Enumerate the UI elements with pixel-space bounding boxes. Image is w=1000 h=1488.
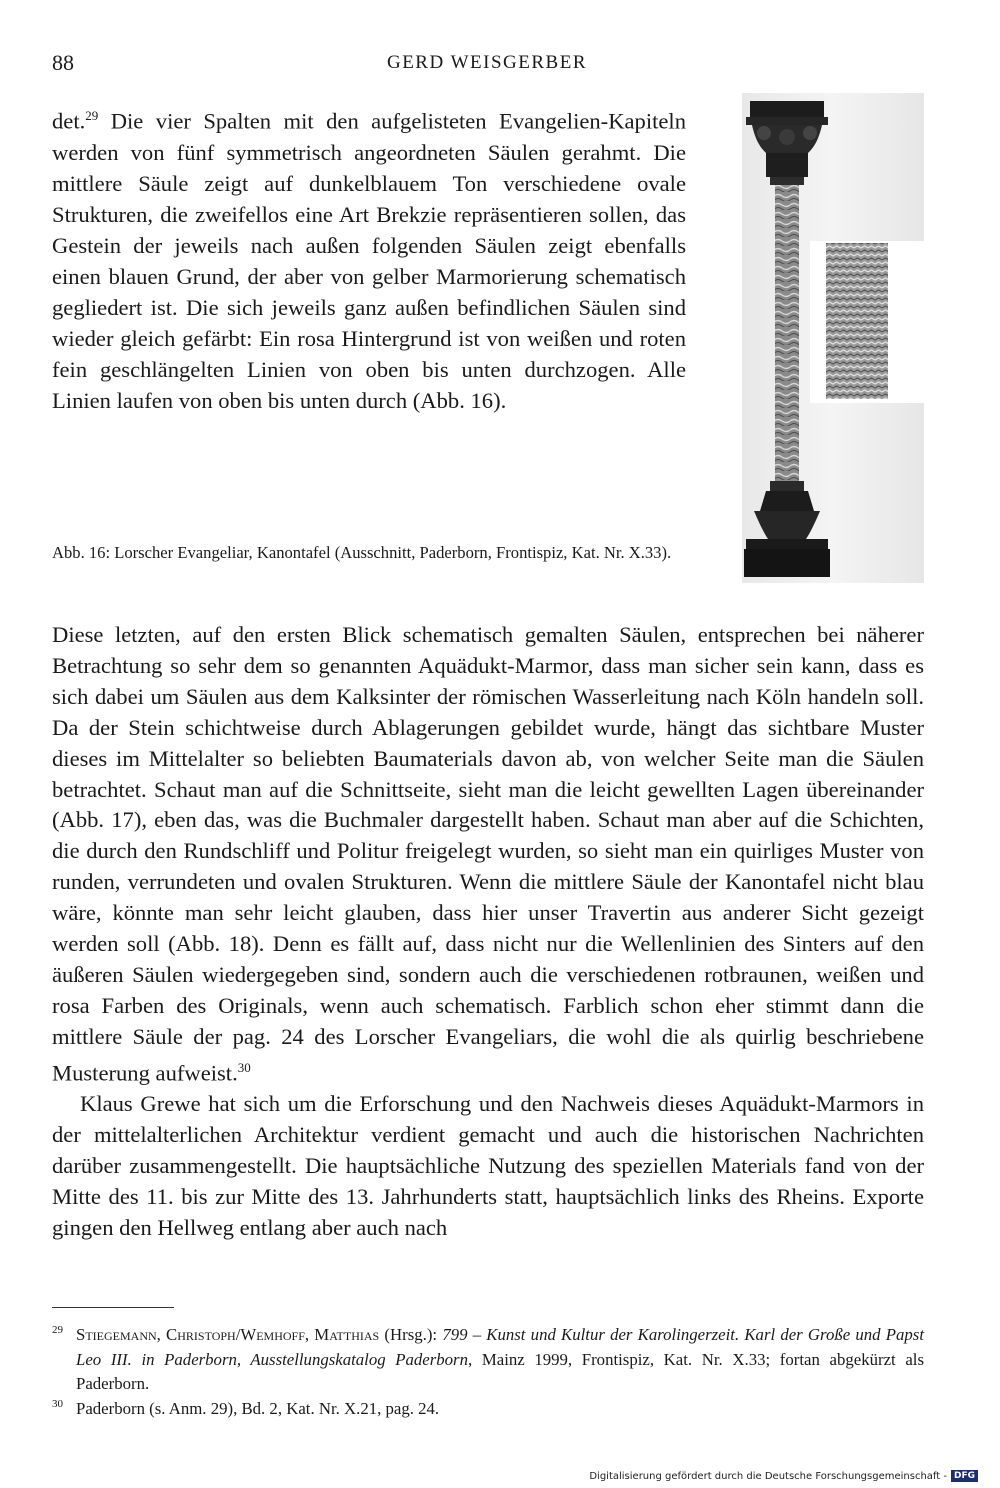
footnote-authors: Stiegemann, Christoph/Wemhoff, Matthias: [76, 1325, 380, 1344]
footnote-rest: , Mainz 1999, Frontispiz, Kat. Nr. X.33; fortan abgekürzt als Paderborn.: [76, 1349, 924, 1393]
footnote-30: [52, 1397, 924, 1422]
dfg-logo: DFG: [951, 1470, 978, 1482]
column-paragraph-start: det.: [52, 108, 86, 134]
footnote-title: 799 – Kunst und Kultur der Karolingerzeit. Karl der Große und Papst Leo III. in Paderborn, Ausstellungskatalog Paderborn: [76, 1325, 924, 1369]
footnote-text: Paderborn (s. Anm. 29), Bd. 2, Kat. Nr. X.21, pag. 24.: [76, 1398, 440, 1418]
footnote-29: [52, 1323, 924, 1397]
footnote-editor-note: (Hrsg.):: [379, 1325, 443, 1344]
page-number: 88: [52, 50, 74, 75]
digitization-credit-text: Digitalisierung gefördert durch die Deutsche Forschungsgemeinschaft -: [589, 1470, 947, 1482]
running-head: GERD WEISGERBER: [386, 52, 587, 73]
body-paragraph-1-text: Diese letzten, auf den ersten Blick schematisch gemalten Säulen, entsprechen bei näherer Betrachtung so sehr dem so genannten Aquädukt-Marmor, dass man sicher sein kann, dass es sich dabei um Säulen aus dem Kalksinter der römischen Wasserleitung nach Köln handeln soll. Da der Stein schichtweise durch Ablagerungen gebildet wurde, hängt das sichtbare Muster dieses im Mittelalter so beliebten Baumaterials davon ab, von welcher Seite man die Säulen betrachtet. Schaut man auf die Schnittseite, sieht man die leicht gewellten Lagen übereinander (Abb. 17), eben das, was die Buchmaler dargestellt haben. Schaut man aber auf die Schichten, die durch den Rundschliff und Politur freigelegt wurden, so sieht man ein quirliges Muster von runden, verrundeten und ovalen Strukturen. Wenn die mittlere Säule der Kanontafel nicht blau wäre, könnte man sehr leicht glauben, dass hier unser Travertin aus anderer Sicht gezeigt werden soll (Abb. 18). Denn es fällt auf, dass nicht nur die Wellenlinien des Sinters auf den äußeren Säulen wiedergegeben sind, sondern auch die verschiedenen rotbraunen, weißen und rosa Farben des Originals, wenn auch schematisch. Farblich schon eher stimmt dann die mittlere Säule der pag. 24 des Lorscher Evangeliars, die wohl die als quirlig beschriebene Musterung aufweist.: [52, 622, 924, 1086]
footnotes: [52, 1323, 924, 1421]
figure-column-image: [742, 93, 924, 583]
digitization-credit: [589, 1470, 978, 1482]
column-detail-swatch: [826, 243, 888, 399]
column-shaft: [775, 185, 799, 481]
footnote-number: 30: [52, 1397, 63, 1410]
footnote-separator: [52, 1307, 174, 1308]
body-text: [52, 620, 924, 1244]
body-paragraph-2: Klaus Grewe hat sich um die Erforschung und den Nachweis dieses Aquädukt-Marmors in der mittelalterlichen Architektur verdient gemacht und auch die historischen Nachrichten darüber zusammengestellt. Die hauptsächliche Nutzung des speziellen Materials fand von der Mitte des 11. bis zur Mitte des 13. Jahrhunderts statt, hauptsächlich links des Rheins. Exporte gingen den Hellweg entlang aber auch nach: [52, 1091, 924, 1240]
column-paragraph-rest: Die vier Spalten mit den aufgelisteten Evangelien-Kapiteln werden von fünf symmetrisch angeordneten Säulen gerahmt. Die mittlere Säule zeigt auf dunkelblauem Ton verschiedene ovale Strukturen, die zweifellos eine Art Brekzie repräsentieren sollen, das Gestein der jeweils nach außen folgenden Säulen zeigt ebenfalls einen blauen Grund, der aber von gelber Marmorierung schematisch gegliedert ist. Die sich jeweils ganz außen befindlichen Säulen sind wieder gleich gefärbt: Ein rosa Hintergrund ist von weißen und roten fein geschlängelten Linien von oben bis unten durchzogen. Alle Linien laufen von oben bis unten durch (Abb. 16).: [52, 108, 686, 414]
footnote-number: 29: [52, 1324, 63, 1336]
column-paragraph: [52, 100, 686, 416]
body-paragraph-1: [52, 620, 924, 1089]
footnote-ref-29[interactable]: 29: [85, 108, 99, 123]
figure-caption: Abb. 16: Lorscher Evangeliar, Kanontafel (Ausschnitt, Paderborn, Frontispiz, Kat. Nr. X.33).: [52, 543, 672, 562]
column-text: [52, 100, 686, 416]
footnote-ref-30[interactable]: 30: [237, 1059, 251, 1075]
